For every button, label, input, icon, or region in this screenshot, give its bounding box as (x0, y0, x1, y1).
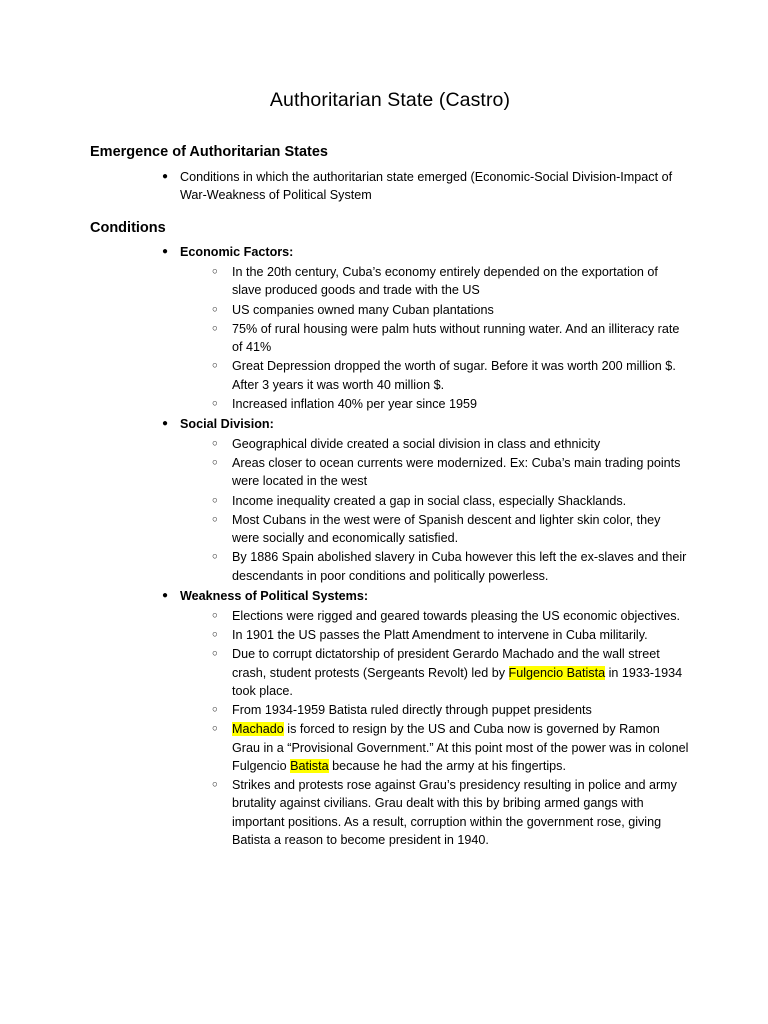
bullet-text: Elections were rigged and geared towards pleasing the US economic objectives. (232, 608, 681, 623)
bullet-text: Increased inflation 40% per year since 1959 (232, 396, 478, 411)
bullet-text: Economic Factors: (180, 245, 294, 260)
list-item (158, 416, 690, 585)
bullet-text: Social Division: (180, 417, 274, 432)
bullet-text: By 1886 Spain abolished slavery in Cuba however this left the ex-slaves and their descendants in poor conditions and politically powerless. (232, 550, 687, 583)
text-run: Due to corrupt dictatorship of president Gerardo Machado and the wall street crash, student protests (Sergeants Revolt) led by (232, 647, 660, 680)
list-item (208, 492, 690, 510)
list-item (208, 301, 690, 319)
bullet-text: From 1934-1959 Batista ruled directly through puppet presidents (232, 703, 592, 718)
list-item (208, 776, 690, 849)
list-item (158, 244, 690, 413)
text-run: in 1933-1934 took place. (232, 665, 683, 698)
bullet-text: In 1901 the US passes the Platt Amendment to intervene in Cuba militarily. (232, 628, 648, 643)
bullet-list-level2 (208, 607, 690, 849)
bullet-text: Areas closer to ocean currents were modernized. Ex: Cuba’s main trading points were located in the west (232, 456, 681, 489)
bullet-list-level2 (208, 435, 690, 585)
section-emergence (90, 143, 690, 204)
bullet-text-rich (232, 647, 682, 698)
section-heading: Emergence of Authoritarian States (90, 144, 328, 161)
list-item (208, 645, 690, 700)
list-item (158, 169, 690, 205)
highlighted-text: Fulgencio Batista (508, 665, 606, 680)
text-run: because he had the army at his fingertips. (328, 758, 566, 773)
bullet-text: Conditions in which the authoritarian state emerged (Economic-Social Division-Impact of War-Weakness of Political System (180, 169, 673, 202)
page-title: Authoritarian State (Castro) (269, 89, 511, 111)
list-item (208, 720, 690, 775)
list-item (208, 548, 690, 585)
list-item (208, 607, 690, 625)
bullet-text: In the 20th century, Cuba’s economy entirely depended on the exportation of slave produced goods and trade with the US (232, 265, 658, 298)
list-item (208, 357, 690, 394)
bullet-text: Most Cubans in the west were of Spanish descent and lighter skin color, they were socially and economically satisfied. (232, 512, 661, 546)
section-heading: Conditions (90, 219, 166, 236)
list-item (208, 263, 690, 300)
bullet-text: Income inequality created a gap in social class, especially Shacklands. (232, 493, 627, 508)
highlighted-text: Batista (290, 758, 329, 773)
bullet-text: Weakness of Political Systems: (180, 588, 369, 603)
bullet-text: Strikes and protests rose against Grau’s presidency resulting in police and army brutality against civilians. Grau dealt with this by bribing armed gangs with important positions. As a result, corruption within the government rose, giving Batista a reason to become president in 1940. (232, 778, 677, 847)
bullet-list-level2 (208, 263, 690, 413)
list-item (208, 701, 690, 719)
bullet-text-rich (232, 722, 688, 773)
bullet-list-level1 (158, 169, 690, 205)
list-item (208, 395, 690, 413)
list-item (208, 435, 690, 453)
section-conditions (90, 219, 690, 849)
bullet-text: Great Depression dropped the worth of sugar. Before it was worth 200 million $. After 3 years it was worth 40 million $. (232, 359, 676, 392)
highlighted-text: Machado (232, 722, 284, 737)
bullet-text: US companies owned many Cuban plantations (232, 302, 494, 317)
text-run: is forced to resign by the US and Cuba now is governed by Ramon Grau in a “Provisional Government.” At this point most of the power was in colonel Fulgencio (232, 722, 689, 773)
bullet-text: 75% of rural housing were palm huts without running water. And an illiteracy rate of 41% (232, 321, 680, 355)
list-item (208, 454, 690, 491)
bullet-text: Geographical divide created a social division in class and ethnicity (232, 436, 601, 451)
bullet-list-level1 (158, 244, 690, 849)
list-item (158, 588, 690, 849)
list-item (208, 511, 690, 548)
list-item (208, 626, 690, 644)
list-item (208, 320, 690, 357)
